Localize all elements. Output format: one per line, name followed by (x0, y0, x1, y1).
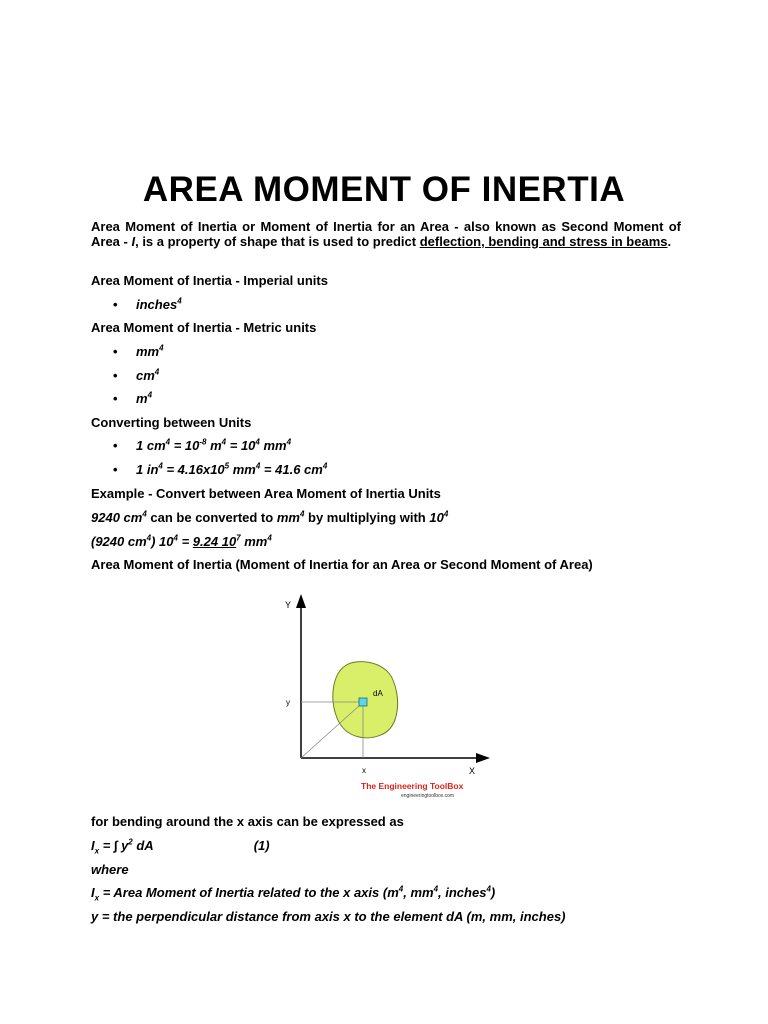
list-item: • inches$^4$ (113, 296, 182, 312)
ex-text: can be converted to (146, 510, 277, 525)
y-axis-label: Y (285, 600, 292, 610)
list-item: • 1 $cm^4 = 10^{-8}$ $m^4 = 10^4$ $mm^4$ (113, 437, 292, 453)
ex-exp: 4 (142, 509, 147, 519)
def-text: I (91, 885, 95, 900)
ex-exp: 4 (299, 509, 305, 519)
eq-text: I (91, 838, 95, 853)
conv-text: mm (259, 438, 287, 453)
ex-exp: 4 (173, 533, 178, 543)
example-line-1 (91, 510, 681, 525)
conv-text: 1 in (136, 462, 159, 477)
eq-sub: x (94, 846, 100, 856)
x-axis-label: X (469, 766, 476, 776)
bending-text: for bending around the x axis can be expressed as (91, 814, 404, 829)
conv-exp: 4 (255, 461, 261, 471)
example-heading: Example - Convert between Area Moment of Inertia Units (91, 486, 441, 501)
equation (91, 837, 681, 856)
unit-exp: 4 (177, 296, 182, 306)
eq-text: = ∫ y (99, 838, 129, 853)
intro-symbol: I (131, 234, 136, 249)
intro-text: Area Moment of Inertia or Moment of Inertia for an Area - also known as Second Moment of Area - (91, 219, 681, 249)
def-exp: 4 (486, 884, 491, 894)
conv-exp: 4 (255, 437, 260, 447)
conv-exp: 4 (221, 437, 227, 447)
conv-exp: 4 (165, 437, 171, 447)
def-sub: x (94, 893, 100, 903)
list-item: • $m^4$ (113, 390, 153, 406)
element-da (359, 698, 367, 706)
def-text: , inches (438, 885, 487, 900)
ex-exp: 4 (443, 509, 449, 519)
intro-paragraph (91, 219, 681, 249)
conv-exp: 5 (224, 461, 230, 471)
def-exp: 4 (398, 884, 404, 894)
x-mark-label: x (362, 766, 366, 775)
conv-exp: 4 (158, 461, 163, 471)
conv-text: = 41.6 cm (260, 462, 323, 477)
conv-text: = 4.16x10 (162, 462, 225, 477)
converting-heading: Converting between Units (91, 415, 252, 430)
eq-text: dA (132, 838, 154, 853)
definition-ix (91, 884, 681, 903)
page-title: AREA MOMENT OF INERTIA (142, 170, 626, 209)
conv-text: m (206, 438, 222, 453)
ex-text: 9240 cm (91, 510, 143, 525)
deflection-link[interactable]: deflection, bending and stress in beams (419, 234, 668, 249)
conv-text: = 10 (170, 438, 200, 453)
element-label: dA (373, 689, 383, 698)
moment-of-inertia-diagram (275, 588, 505, 803)
brand-logo: The Engineering ToolBox (361, 781, 464, 791)
x-axis-arrow (476, 753, 490, 763)
conv-exp: 4 (286, 437, 292, 447)
conv-exp: 4 (322, 461, 328, 471)
conv-text: 1 cm (136, 438, 166, 453)
conv-text: mm (229, 462, 256, 477)
ex-result: 9.24 10 (192, 534, 237, 549)
list-item: • $mm^4$ (113, 343, 164, 359)
ex-exp: 4 (146, 533, 152, 543)
unit-exp: 4 (147, 390, 153, 400)
equation-number: (1) (253, 838, 270, 853)
imperial-heading: Area Moment of Inertia - Imperial units (91, 273, 328, 288)
def-exp: 4 (433, 884, 439, 894)
intro-end: . (667, 234, 672, 249)
conv-text: = 10 (226, 438, 256, 453)
unit-exp: 4 (159, 343, 164, 353)
unit-text: mm (136, 344, 160, 359)
definition-y: y = the perpendicular distance from axis x to the element dA (m, mm, inches) (91, 909, 566, 924)
ex-text: by multiplying with (304, 510, 430, 525)
ex-text: mm (276, 510, 300, 525)
section-heading: Area Moment of Inertia (Moment of Inertia for an Area or Second Moment of Area) (91, 557, 593, 572)
eq-exp: 2 (128, 837, 133, 847)
where-text: where (91, 862, 129, 877)
ex-text: 10 (429, 510, 444, 525)
intro-text-2: , is a property of shape that is used to predict (135, 234, 420, 249)
def-text: = Area Moment of Inertia related to the x axis (m (99, 885, 399, 900)
unit-text: m (136, 391, 148, 406)
ex-text: mm (240, 534, 268, 549)
unit-text: cm (136, 368, 155, 383)
list-item: • 1 $in^4 = 4.16x10^5$ $mm^4 = 41.6$ $cm^4$ (113, 461, 328, 477)
example-line-2 (91, 534, 681, 549)
metric-heading: Area Moment of Inertia - Metric units (91, 320, 317, 335)
ex-text: = (177, 534, 193, 549)
ex-exp: 7 (236, 533, 241, 543)
ex-exp: 4 (267, 533, 272, 543)
y-axis-arrow (296, 594, 306, 608)
list-item: • $cm^4$ (113, 367, 160, 383)
brand-url: engineeringtoolbox.com (401, 793, 455, 799)
ex-text: (9240 cm (91, 534, 147, 549)
unit-text: inches (136, 297, 178, 312)
def-text: , mm (403, 885, 434, 900)
def-text: ) (490, 885, 496, 900)
unit-exp: 4 (154, 367, 160, 377)
y-mark-label: y (286, 698, 290, 707)
conv-exp: -8 (199, 437, 207, 447)
ex-text: ) 10 (151, 534, 174, 549)
